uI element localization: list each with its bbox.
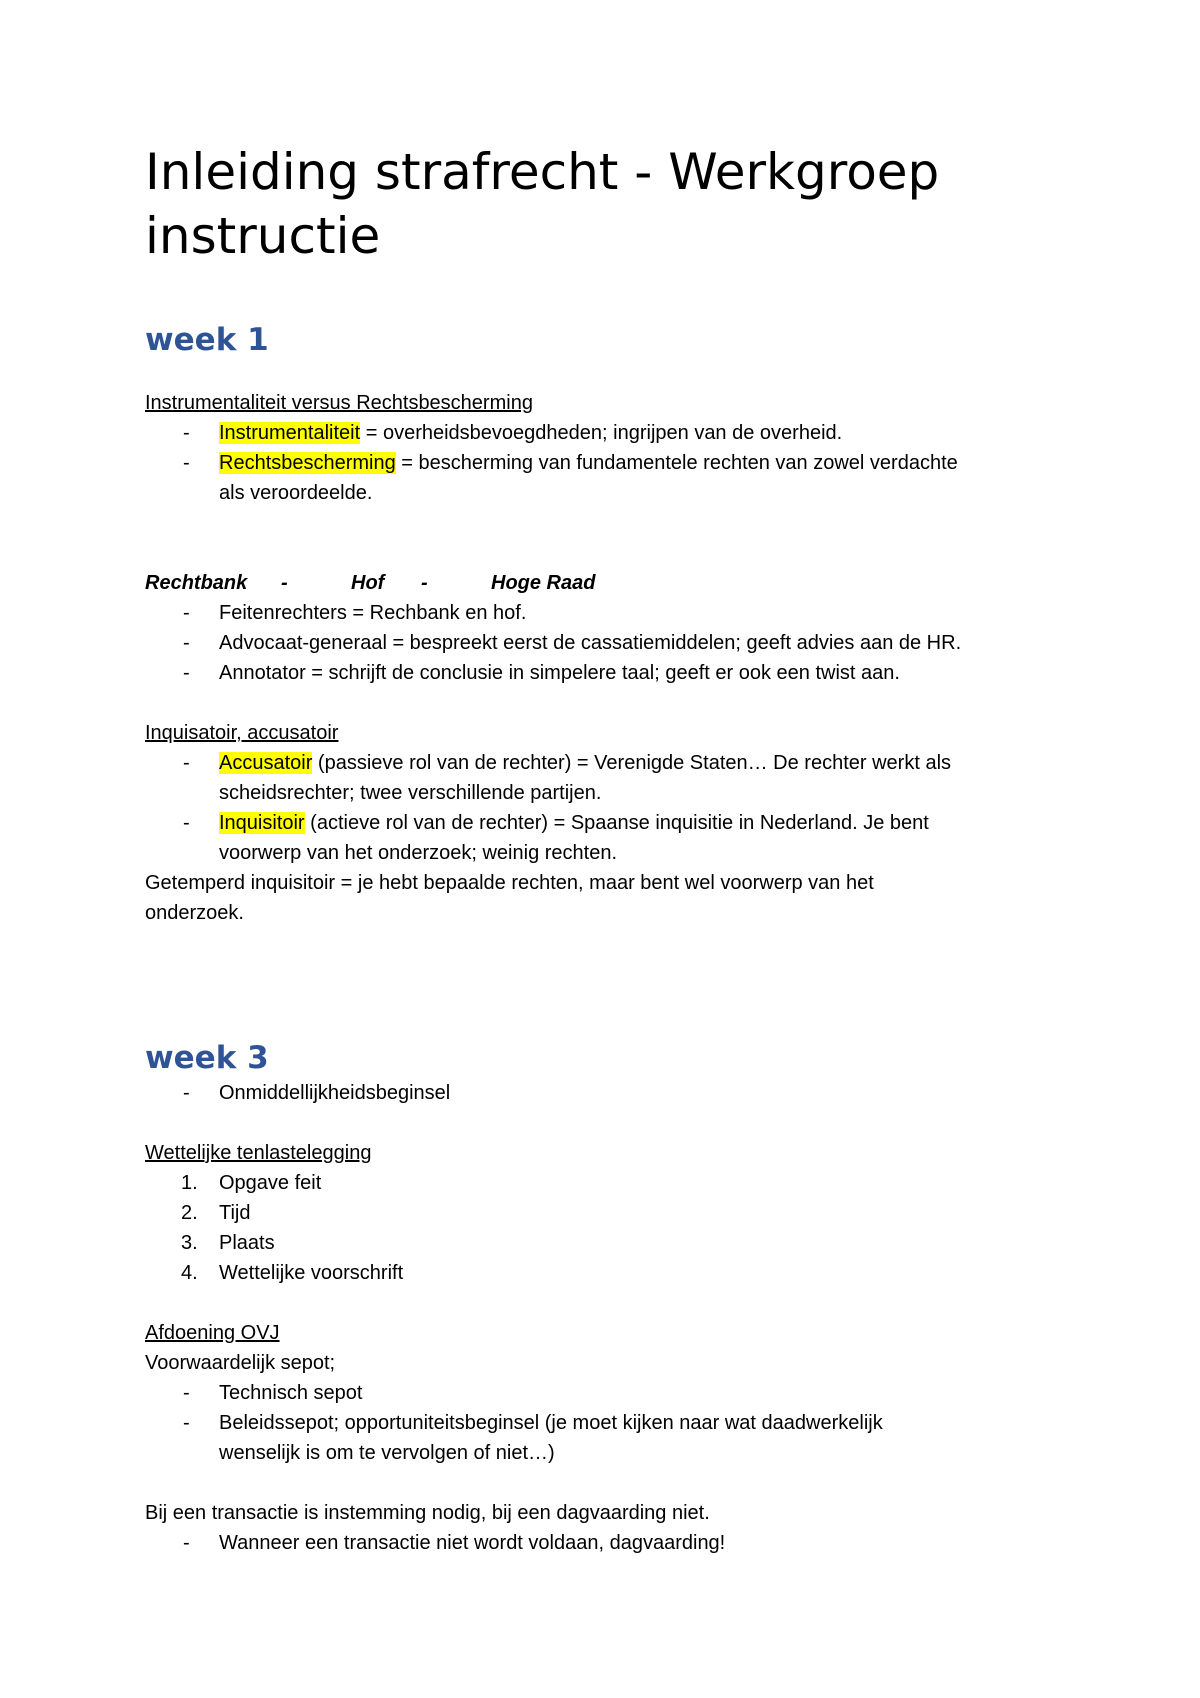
list-item-text: Beleidssepot; opportuniteitsbeginsel (je moet kijken naar wat daadwerkelijk	[219, 1412, 883, 1434]
highlighted-term: Inquisitoir	[219, 812, 305, 834]
week-3-content	[145, 1078, 1045, 1558]
court-separator: -	[421, 572, 428, 594]
list-number: 3.	[181, 1232, 198, 1254]
list-item-text: (actieve rol van de rechter) = Spaanse inquisitie in Nederland. Je bent	[304, 812, 929, 834]
list-item	[145, 448, 1045, 508]
instrumentaliteit-list	[145, 418, 1045, 508]
list-item	[145, 808, 1045, 868]
document-page	[145, 140, 1045, 1558]
list-item: - Technisch sepot	[145, 1378, 1045, 1408]
list-item-continuation: wenselijk is om te vervolgen of niet…)	[219, 1442, 555, 1464]
court-rechtbank: Rechtbank	[145, 572, 248, 594]
highlighted-term: Instrumentaliteit	[219, 422, 361, 444]
list-item	[145, 748, 1045, 808]
list-item-text: Wettelijke voorschrift	[219, 1262, 404, 1284]
paragraph-line: onderzoek.	[145, 902, 244, 924]
list-item-text: Opgave feit	[219, 1172, 322, 1194]
courts-list	[145, 598, 1045, 688]
afdoening-list	[145, 1378, 1045, 1468]
week-3-heading: week 3	[145, 1040, 269, 1076]
week-1-heading: week 1	[145, 322, 269, 358]
document-title	[145, 140, 1045, 268]
section-title-tenlastelegging: Wettelijke tenlastelegging	[145, 1142, 372, 1164]
list-item	[145, 1408, 1045, 1468]
list-number: 4.	[181, 1262, 198, 1284]
list-item: - Onmiddellijkheidsbeginsel	[145, 1078, 1045, 1108]
paragraph-getemperd	[145, 868, 1045, 928]
list-item-text: (passieve rol van de rechter) = Verenigde Staten… De rechter werkt als	[312, 752, 952, 774]
list-item-text: = overheidsbevoegdheden; ingrijpen van de overheid.	[360, 422, 843, 444]
inquisatoir-list	[145, 748, 1045, 868]
paragraph-transactie: Bij een transactie is instemming nodig, bij een dagvaarding niet.	[145, 1502, 710, 1524]
court-hoge-raad: Hoge Raad	[491, 572, 596, 594]
list-number: 2.	[181, 1202, 198, 1224]
list-item-text: Tijd	[219, 1202, 251, 1224]
list-item: - Annotator = schrijft de conclusie in simpelere taal; geeft er ook een twist aan.	[145, 658, 1045, 688]
highlighted-term: Accusatoir	[219, 752, 313, 774]
transactie-list	[145, 1528, 1045, 1558]
list-item	[145, 1198, 1045, 1228]
list-item	[145, 1168, 1045, 1198]
title-line-1: Inleiding strafrecht - Werkgroep	[145, 143, 940, 201]
list-item	[145, 1228, 1045, 1258]
section-title-instrumentaliteit: Instrumentaliteit versus Rechtsbescherming	[145, 392, 533, 414]
list-item-continuation: als veroordeelde.	[219, 482, 373, 504]
section-title-inquisatoir: Inquisatoir, accusatoir	[145, 722, 339, 744]
week-3-intro-list	[145, 1078, 1045, 1108]
list-item	[145, 1258, 1045, 1288]
court-hierarchy	[145, 568, 1045, 598]
list-item: - Advocaat-generaal = bespreekt eerst de cassatiemiddelen; geeft advies aan de HR.	[145, 628, 1045, 658]
tenlastelegging-list	[145, 1168, 1045, 1288]
court-separator: -	[281, 572, 288, 594]
section-title-afdoening: Afdoening OVJ	[145, 1322, 280, 1344]
afdoening-intro: Voorwaardelijk sepot;	[145, 1352, 336, 1374]
title-line-2: instructie	[145, 207, 381, 265]
paragraph-line: Getemperd inquisitoir = je hebt bepaalde rechten, maar bent wel voorwerp van het	[145, 872, 874, 894]
court-hof: Hof	[351, 572, 385, 594]
list-item: - Wanneer een transactie niet wordt voldaan, dagvaarding!	[145, 1528, 1045, 1558]
highlighted-term: Rechtsbescherming	[219, 452, 396, 474]
list-number: 1.	[181, 1172, 198, 1194]
list-item-continuation: voorwerp van het onderzoek; weinig rechten.	[219, 842, 618, 864]
list-item	[145, 418, 1045, 448]
list-item-text: Plaats	[219, 1232, 275, 1254]
list-item-continuation: scheidsrechter; twee verschillende partijen.	[219, 782, 602, 804]
list-item-text: = bescherming van fundamentele rechten van zowel verdachte	[395, 452, 958, 474]
list-item: - Feitenrechters = Rechbank en hof.	[145, 598, 1045, 628]
week-1-content	[145, 388, 1045, 928]
